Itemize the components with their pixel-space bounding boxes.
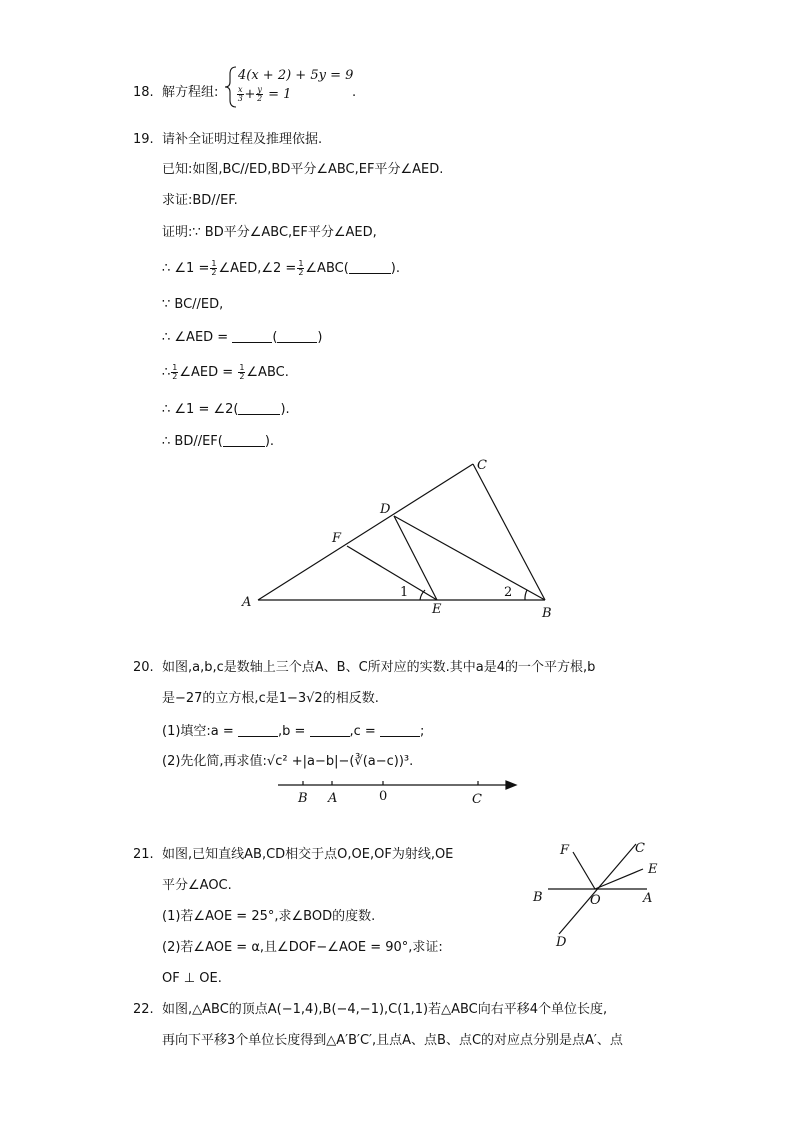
segment-ac (258, 464, 473, 600)
q21-lines-figure (530, 836, 665, 951)
q20-number: 20. (133, 660, 154, 675)
axis-label-c: C (472, 792, 482, 806)
q22-line2: 再向下平移3个单位长度得到△A′B′C′,且点A、点B、点C的对应点分别是点A′、点 (162, 1033, 623, 1048)
half-num: 1 (211, 259, 217, 268)
q20-part1-b: ,b = (277, 724, 306, 739)
ray-of (573, 852, 595, 889)
axis-label-a: A (328, 791, 338, 806)
half-den: 2 (211, 268, 217, 277)
q19-step2: ∵ BC//ED, (162, 297, 224, 312)
answer-blank[interactable] (232, 328, 272, 343)
q19-prove: 求证:BD//EF. (162, 193, 238, 208)
half-den: 2 (239, 372, 245, 381)
label-c: C (477, 458, 487, 473)
q19-step1-d: ). (390, 261, 401, 276)
q19-prompt: 请补全证明过程及推理依据. (162, 132, 323, 147)
q18-frac2-den: 2 (257, 94, 263, 103)
label-c: C (635, 841, 645, 856)
q19-step4 (162, 364, 289, 382)
label-d: D (380, 502, 391, 517)
half-den: 2 (172, 372, 178, 381)
q19-step6-b: ). (264, 434, 275, 449)
q19-triangle-figure (230, 452, 570, 627)
label-b: B (533, 890, 543, 905)
q21-line1: 如图,已知直线AB,CD相交于点O,OE,OF为射线,OE (162, 847, 454, 862)
q18-eq2-rhs: = 1 (268, 87, 292, 102)
q19-step6 (162, 432, 274, 451)
q20-part1-d: ; (419, 724, 425, 739)
q18-number: 18. (133, 85, 154, 100)
q19-step5 (162, 400, 290, 419)
q19-step1-c: ∠ABC( (305, 261, 349, 276)
q19-step4-c: ∠ABC. (246, 365, 289, 380)
label-angle-2: 2 (504, 585, 513, 600)
half-num: 1 (172, 363, 178, 372)
q19-step3 (162, 328, 323, 347)
label-f: F (560, 843, 570, 858)
q19-proof-intro: 证明:∵ BD平分∠ABC,EF平分∠AED, (162, 225, 377, 240)
axis-label-b: B (298, 791, 308, 806)
label-d: D (556, 935, 567, 950)
label-angle-1: 1 (400, 585, 409, 600)
q19-step1-b: ∠AED,∠2 = (218, 261, 297, 276)
angle-2-arc (525, 590, 527, 600)
q22-number: 22. (133, 1002, 154, 1017)
half-den: 2 (298, 268, 304, 277)
q19-given: 已知:如图,BC//ED,BD平分∠ABC,EF平分∠AED. (162, 162, 444, 177)
answer-blank[interactable] (223, 432, 265, 447)
q19-step5-a: ∴ ∠1 = ∠2( (162, 402, 239, 417)
answer-blank[interactable] (277, 328, 317, 343)
answer-blank[interactable] (238, 400, 280, 415)
q20-part1-a: (1)填空:a = (162, 724, 234, 739)
q20-number-line (272, 772, 522, 806)
q18-frac1-den: 3 (237, 94, 243, 103)
half-num: 1 (239, 363, 245, 372)
q19-step4-b: ∠AED = (179, 365, 234, 380)
q19-step4-a: ∴ (162, 365, 171, 380)
q18-frac2-num: y (257, 85, 262, 94)
q19-number: 19. (133, 132, 154, 147)
q19-step3-a: ∴ ∠AED = (162, 330, 229, 345)
answer-blank[interactable] (349, 259, 391, 274)
q19-step1 (162, 259, 400, 278)
q18-end: . (352, 85, 357, 100)
label-b: B (542, 606, 552, 621)
q21-number: 21. (133, 847, 154, 862)
q18-eq1: 4(x + 2) + 5y = 9 (238, 68, 354, 83)
q21-part2: (2)若∠AOE = α,且∠DOF−∠AOE = 90°,求证: (162, 940, 443, 955)
answer-blank-b[interactable] (310, 722, 350, 737)
q21-part1: (1)若∠AOE = 25°,求∠BOD的度数. (162, 909, 376, 924)
label-a: A (643, 891, 653, 906)
q19-step6-a: ∴ BD//EF( (162, 434, 223, 449)
q19-step5-b: ). (280, 402, 290, 417)
label-f: F (332, 531, 342, 546)
q19-step3-b: ( (272, 330, 278, 345)
answer-blank-c[interactable] (380, 722, 420, 737)
q19-step3-c: ) (317, 330, 323, 345)
q20-part1-c: ,c = (349, 724, 376, 739)
label-e: E (432, 602, 442, 617)
q20-part1 (162, 722, 424, 741)
q20-line1: 如图,a,b,c是数轴上三个点A、B、C所对应的实数.其中a是4的一个平方根,b (162, 660, 596, 675)
q22-line1: 如图,△ABC的顶点A(−1,4),B(−4,−1),C(1,1)若△ABC向右平移4个单位长度, (162, 1002, 608, 1017)
axis-label-origin: 0 (379, 789, 388, 804)
q20-line2: 是−27的立方根,c是1−3√2的相反数. (162, 691, 379, 706)
answer-blank-a[interactable] (238, 722, 278, 737)
q18-prompt: 解方程组: (162, 85, 219, 100)
q21-part2-end: OF ⊥ OE. (162, 971, 222, 986)
axis-arrow (506, 781, 516, 789)
q18-eq2 (236, 86, 291, 104)
q18-frac1-num: x (238, 85, 243, 94)
q19-step1-a: ∴ ∠1 = (162, 261, 210, 276)
label-o: O (590, 893, 601, 908)
label-a: A (242, 595, 252, 610)
q21-line2: 平分∠AOC. (162, 878, 232, 893)
label-e: E (648, 862, 658, 877)
ray-oe (595, 869, 643, 889)
q20-part2: (2)先化简,再求值:√c² +|a−b|−(∛(a−c))³. (162, 754, 414, 769)
q18-plus: + (244, 87, 256, 102)
half-num: 1 (298, 259, 304, 268)
